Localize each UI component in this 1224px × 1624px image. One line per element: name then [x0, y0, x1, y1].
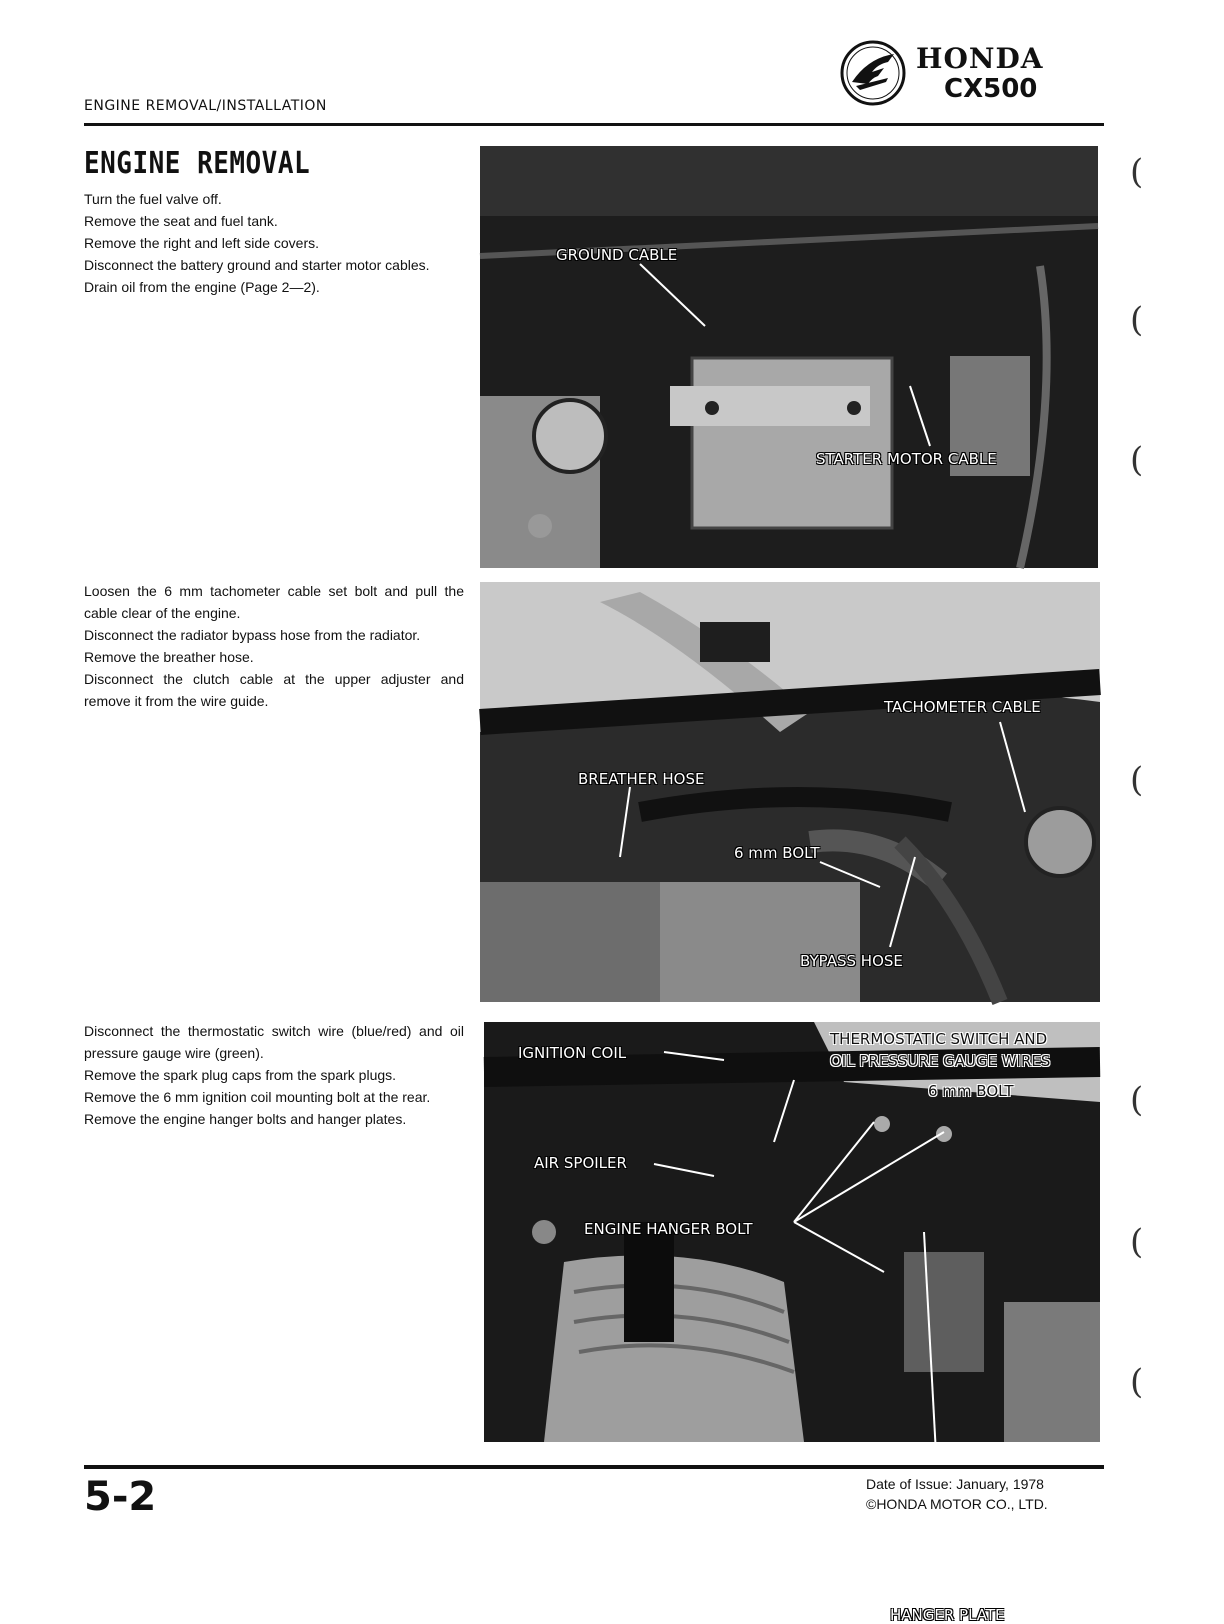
photo-label: TACHOMETER CABLE [884, 698, 1041, 716]
step-line: Disconnect the radiator bypass hose from the radiator. [84, 627, 421, 643]
photo-label: BREATHER HOSE [578, 770, 705, 788]
step-line: Remove the breather hose. [84, 649, 254, 665]
step-line: Remove the engine hanger bolts and hanger plates. [84, 1111, 407, 1127]
step-3-text [84, 1020, 464, 1130]
photo-tachometer-bypass [480, 582, 1100, 1002]
photo-label: HANGER PLATE [890, 1606, 1005, 1624]
step-line: Remove the spark plug caps from the spark plugs. [84, 1067, 397, 1083]
step-2-text [84, 580, 464, 712]
photo-ground-starter-cables [480, 146, 1098, 568]
photo-label: ENGINE HANGER BOLT [584, 1220, 753, 1238]
copyright: ©HONDA MOTOR CO., LTD. [866, 1496, 1048, 1512]
step-line: Turn the fuel valve off. [84, 191, 222, 207]
footer-rule [84, 1465, 1104, 1469]
binder-mark: ( [1130, 440, 1144, 480]
photo-label: 6 mm BOLT [928, 1082, 1014, 1100]
photo-label: 6 mm BOLT [734, 844, 820, 862]
photo-label: GROUND CABLE [556, 246, 678, 264]
issue-date: Date of Issue: January, 1978 [866, 1476, 1044, 1492]
footer-info [866, 1474, 1048, 1514]
photo-label: BYPASS HOSE [800, 952, 903, 970]
binder-mark: ( [1130, 760, 1144, 800]
binder-mark: ( [1130, 300, 1144, 340]
model-name: CX500 [944, 74, 1038, 104]
binder-mark: ( [1130, 1362, 1144, 1402]
photo-label: IGNITION COIL [518, 1044, 627, 1062]
step-line: Disconnect the thermostatic switch wire (blue/red) and oil pressure gauge wire (green). [84, 1023, 464, 1061]
section-title: ENGINE REMOVAL/INSTALLATION [84, 98, 327, 114]
photo-label: OIL PRESSURE GAUGE WIRES [830, 1052, 1051, 1070]
brand-name: HONDA [916, 42, 1044, 75]
page-number: 5-2 [84, 1474, 157, 1520]
binder-mark: ( [1130, 1222, 1144, 1262]
photo-label: STARTER MOTOR CABLE [816, 450, 997, 468]
step-line: Disconnect the clutch cable at the upper adjuster and remove it from the wire guide. [84, 671, 464, 709]
step-line: Remove the 6 mm ignition coil mounting bolt at the rear. [84, 1089, 431, 1105]
step-1-text [84, 188, 464, 298]
binder-mark: ( [1130, 1080, 1144, 1120]
step-line: Loosen the 6 mm tachometer cable set bolt and pull the cable clear of the engine. [84, 583, 464, 621]
step-line: Disconnect the battery ground and starter motor cables. [84, 257, 430, 273]
binder-mark: ( [1130, 152, 1144, 192]
step-line: Remove the right and left side covers. [84, 235, 320, 251]
header-rule [84, 123, 1104, 126]
step-line: Drain oil from the engine (Page 2—2). [84, 279, 320, 295]
honda-wing-icon [838, 38, 908, 108]
page-heading: ENGINE REMOVAL [84, 146, 311, 182]
photo-label: THERMOSTATIC SWITCH AND [830, 1030, 1048, 1048]
photo-label: AIR SPOILER [534, 1154, 627, 1172]
step-line: Remove the seat and fuel tank. [84, 213, 278, 229]
